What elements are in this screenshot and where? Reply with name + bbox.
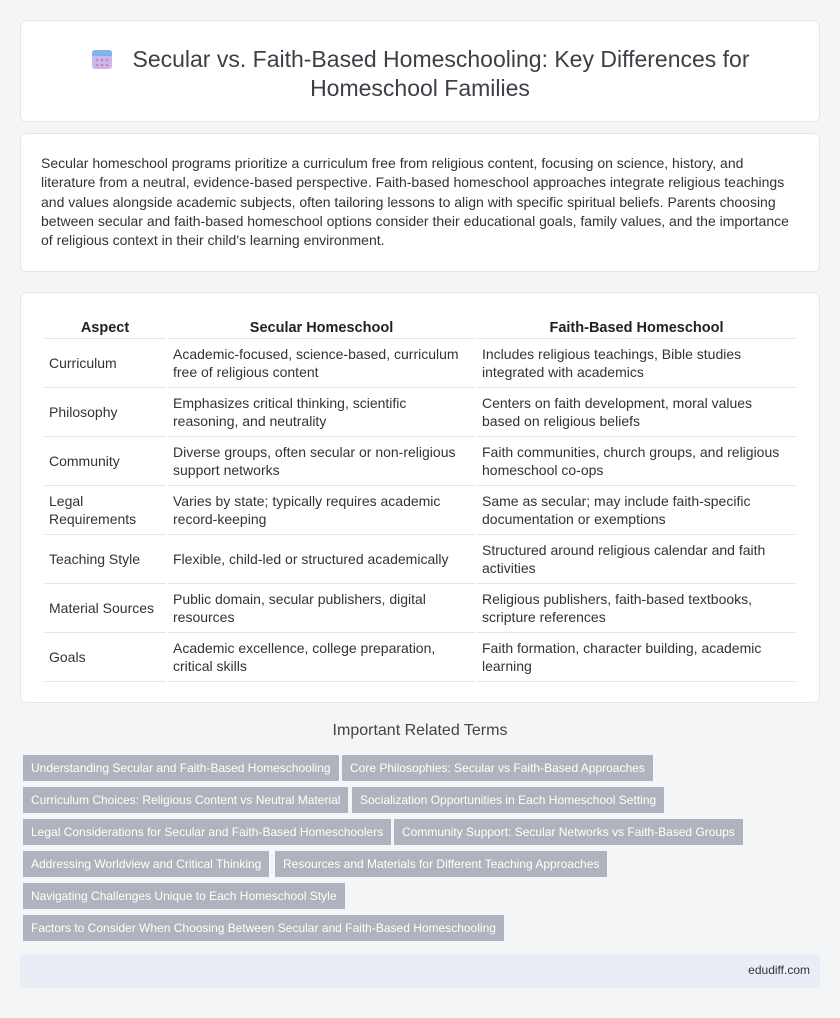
comparison-table [42,315,798,682]
footer-bar [20,954,820,988]
table-row [44,633,796,682]
related-term-tag[interactable]: Navigating Challenges Unique to Each Homeschool Style [23,883,345,909]
cell-secular: Academic-focused, science-based, curriculum free of religious content [168,339,475,388]
table-row [44,535,796,584]
page-title: Secular vs. Faith-Based Homeschooling: Key Differences for Homeschool Families [132,46,750,101]
table-row [44,486,796,535]
related-term-tag[interactable]: Understanding Secular and Faith-Based Homeschooling [23,755,339,781]
cell-aspect: Goals [44,633,166,682]
intro-card [20,133,820,272]
cell-secular: Varies by state; typically requires academic record-keeping [168,486,475,535]
footer-site-name: edudiff.com [748,963,810,977]
header-aspect: Aspect [44,315,166,339]
cell-aspect: Curriculum [44,339,166,388]
header-card [20,20,820,122]
cell-faith-based: Religious publishers, faith-based textbooks, scripture references [477,584,796,633]
cell-faith-based: Faith communities, church groups, and religious homeschool co-ops [477,437,796,486]
header-faith-based: Faith-Based Homeschool [477,315,796,339]
cell-faith-based: Same as secular; may include faith-specific documentation or exemptions [477,486,796,535]
cell-aspect: Material Sources [44,584,166,633]
related-term-tag[interactable]: Factors to Consider When Choosing Between Secular and Faith-Based Homeschooling [23,915,504,941]
cell-secular: Flexible, child-led or structured academically [168,535,475,584]
cell-faith-based: Structured around religious calendar and faith activities [477,535,796,584]
cell-secular: Public domain, secular publishers, digital resources [168,584,475,633]
cell-aspect: Philosophy [44,388,166,437]
cell-secular: Diverse groups, often secular or non-religious support networks [168,437,475,486]
calendar-icon [90,47,114,71]
page-title-row [21,45,819,103]
table-row [44,339,796,388]
related-term-tag[interactable]: Resources and Materials for Different Teaching Approaches [275,851,607,877]
cell-faith-based: Faith formation, character building, academic learning [477,633,796,682]
cell-secular: Emphasizes critical thinking, scientific reasoning, and neutrality [168,388,475,437]
related-term-tag[interactable]: Curriculum Choices: Religious Content vs Neutral Material [23,787,348,813]
table-row [44,584,796,633]
cell-faith-based: Includes religious teachings, Bible studies integrated with academics [477,339,796,388]
table-row [44,437,796,486]
cell-faith-based: Centers on faith development, moral values based on religious beliefs [477,388,796,437]
comparison-table-card [20,292,820,703]
related-term-tag[interactable]: Socialization Opportunities in Each Homeschool Setting [352,787,664,813]
related-term-tag[interactable]: Community Support: Secular Networks vs Faith-Based Groups [394,819,743,845]
header-secular: Secular Homeschool [168,315,475,339]
cell-aspect: Teaching Style [44,535,166,584]
intro-paragraph: Secular homeschool programs prioritize a curriculum free from religious content, focusing on science, history, and literature from a neutral, evidence-based perspective. Faith-based homeschool approaches integrate religious teachings and values alongside academic subjects, often tailoring lessons to align with specific spiritual beliefs. Parents choosing between secular and faith-based homeschool options consider their educational goals, family values, and the importance of religious context in their child's learning environment. [41,155,789,249]
related-term-tag[interactable]: Core Philosophies: Secular vs Faith-Based Approaches [342,755,653,781]
related-term-tag[interactable]: Addressing Worldview and Critical Thinking [23,851,269,877]
cell-aspect: Legal Requirements [44,486,166,535]
cell-aspect: Community [44,437,166,486]
related-term-tag[interactable]: Legal Considerations for Secular and Faith-Based Homeschoolers [23,819,391,845]
table-row [44,388,796,437]
table-header-row [44,315,796,339]
cell-secular: Academic excellence, college preparation, critical skills [168,633,475,682]
related-terms-title: Important Related Terms [332,722,508,739]
